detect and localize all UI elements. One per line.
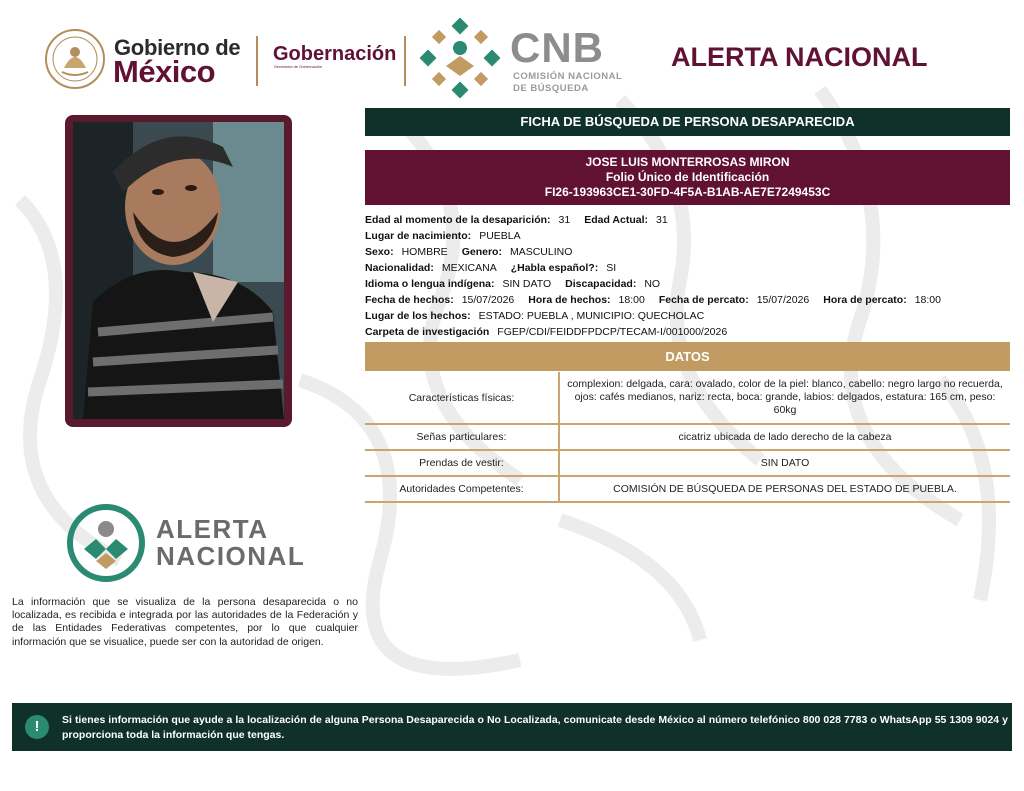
table-row xyxy=(365,424,1010,450)
cnb-logo-icon xyxy=(420,18,500,98)
ficha-title-bar: FICHA DE BÚSQUEDA DE PERSONA DESAPARECIDA xyxy=(365,108,1010,136)
hora-hechos-label: Hora de hechos: xyxy=(528,294,611,306)
fecha-hechos-value: 15/07/2026 xyxy=(461,294,515,306)
person-name: JOSE LUIS MONTERROSAS MIRON xyxy=(585,155,790,169)
hora-percato-value: 18:00 xyxy=(914,294,941,306)
idioma-label: Idioma o lengua indígena: xyxy=(365,278,495,290)
datos-label: Señas particulares: xyxy=(365,424,559,450)
info-line-nacionalidad xyxy=(365,262,630,274)
edad-desaparicion-value: 31 xyxy=(558,214,571,226)
header-divider xyxy=(256,36,258,86)
edad-actual-value: 31 xyxy=(656,214,668,226)
info-line-carpeta xyxy=(365,326,741,338)
footer-text: Si tienes información que ayude a la localización de alguna Persona Desaparecida o No Localizada, comunicate desde México al número telefónico 800 028 7783 o WhatsApp 55 1309 9024 y proporciona toda la información que tengas. xyxy=(62,714,1008,741)
table-row xyxy=(365,372,1010,424)
genero-value: MASCULINO xyxy=(509,246,573,258)
gobernacion-title: Gobernación xyxy=(273,43,397,65)
folio-value: FI26-193963CE1-30FD-4F5A-B1AB-AE7E7249453C xyxy=(544,185,831,199)
info-line-idioma xyxy=(365,278,674,290)
info-line-edad xyxy=(365,214,682,226)
edad-desaparicion-label: Edad al momento de la desaparición: xyxy=(365,214,551,226)
datos-label: Características físicas: xyxy=(365,372,559,424)
info-line-lugar-hechos xyxy=(365,310,718,322)
alert-icon: ! xyxy=(25,715,49,739)
gobierno-line1: Gobierno de xyxy=(114,35,241,60)
person-photo xyxy=(73,122,284,419)
discapacidad-value: NO xyxy=(644,278,661,290)
alerta-nacional-title: ALERTA NACIONAL xyxy=(671,42,928,72)
info-line-fechas xyxy=(365,294,955,306)
habla-label: ¿Habla español?: xyxy=(510,262,599,274)
datos-value: cicatriz ubicada de lado derecho de la cabeza xyxy=(559,424,1010,450)
folio-label: Folio Único de Identificación xyxy=(605,170,770,184)
cnb-subtitle-line1: COMISIÓN NACIONAL xyxy=(513,71,623,82)
table-row xyxy=(365,476,1010,502)
alerta-logo-line2: NACIONAL xyxy=(156,541,306,571)
lugar-hechos-value: ESTADO: PUEBLA , MUNICIPIO: QUECHOLAC xyxy=(478,310,705,322)
discapacidad-label: Discapacidad: xyxy=(565,278,637,290)
sexo-value: HOMBRE xyxy=(401,246,448,258)
person-name-bar xyxy=(365,150,1010,205)
sexo-label: Sexo: xyxy=(365,246,394,258)
cnb-subtitle-line2: DE BÚSQUEDA xyxy=(513,83,589,94)
fecha-percato-label: Fecha de percato: xyxy=(658,294,749,306)
carpeta-label: Carpeta de investigación xyxy=(365,326,490,338)
genero-label: Genero: xyxy=(461,246,502,258)
datos-label: Prendas de vestir: xyxy=(365,450,559,476)
gobierno-line2: México xyxy=(113,54,216,89)
lugar-nacimiento-label: Lugar de nacimiento: xyxy=(365,230,472,242)
disclaimer-text: La información que se visualiza de la persona desaparecida o no localizada, es recibida e integrada por las autoridades de la Federación y de las Entidades Federativas competentes, por lo que cualquier información que se visualice, puede ser con la autoridad de origen. xyxy=(12,596,358,648)
table-row xyxy=(365,450,1010,476)
datos-table xyxy=(365,372,1010,503)
hora-hechos-value: 18:00 xyxy=(618,294,645,306)
datos-title-bar: DATOS xyxy=(365,342,1010,371)
cnb-title: CNB xyxy=(510,24,604,71)
edad-actual-label: Edad Actual: xyxy=(584,214,649,226)
carpeta-value: FGEP/CDI/FEIDDFPDCP/TECAM-I/001000/2026 xyxy=(497,326,728,338)
alerta-nacional-logo-icon xyxy=(66,503,146,583)
cnb-subtitle xyxy=(513,71,622,95)
alerta-nacional-logo-text xyxy=(156,516,305,570)
datos-value: SIN DATO xyxy=(559,450,1010,476)
gobernacion-subtitle: Secretaría de Gobernación xyxy=(274,64,323,69)
mexico-seal-icon xyxy=(44,28,106,90)
lugar-nacimiento-value: PUEBLA xyxy=(479,230,521,242)
fecha-percato-value: 15/07/2026 xyxy=(756,294,810,306)
datos-value: complexion: delgada, cara: ovalado, color de la piel: blanco, cabello: negro largo no recuerda, ojos: cafés medianos, nariz: recta, boca: grande, labios: delgados, estatura: 165 cm, peso: 60kg xyxy=(559,372,1010,424)
habla-value: SI xyxy=(606,262,617,274)
info-line-sexo xyxy=(365,246,586,258)
datos-label: Autoridades Competentes: xyxy=(365,476,559,502)
info-line-nacimiento xyxy=(365,230,535,242)
lugar-hechos-label: Lugar de los hechos: xyxy=(365,310,471,322)
fecha-hechos-label: Fecha de hechos: xyxy=(365,294,454,306)
header-divider xyxy=(404,36,406,86)
datos-value: COMISIÓN DE BÚSQUEDA DE PERSONAS DEL ESTADO DE PUEBLA. xyxy=(559,476,1010,502)
hora-percato-label: Hora de percato: xyxy=(823,294,907,306)
nacionalidad-label: Nacionalidad: xyxy=(365,262,434,274)
nacionalidad-value: MEXICANA xyxy=(441,262,497,274)
alerta-logo-line1: ALERTA xyxy=(156,514,269,544)
idioma-value: SIN DATO xyxy=(502,278,552,290)
